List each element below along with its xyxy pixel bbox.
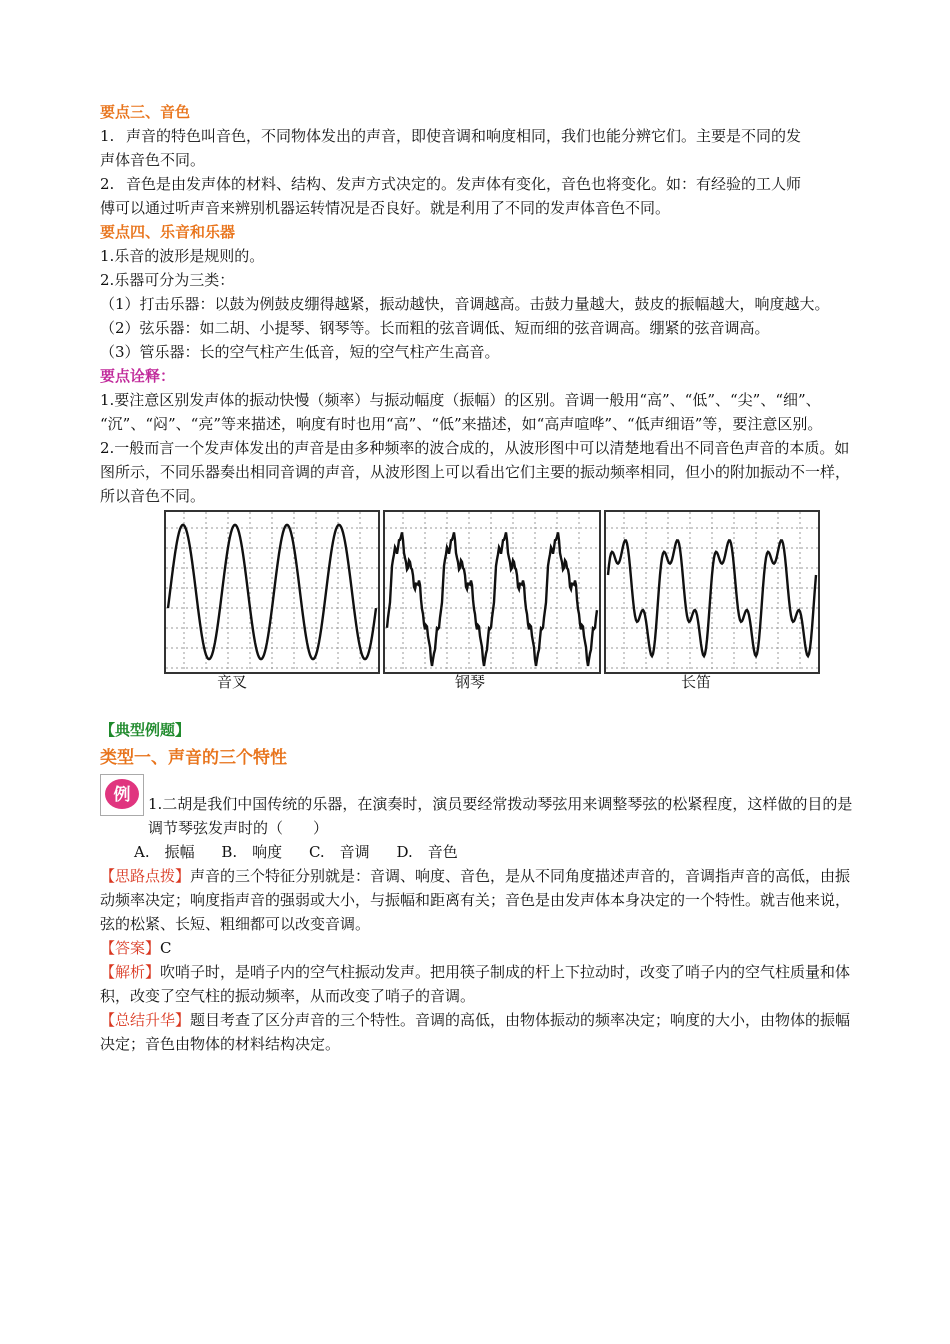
option-b: B. 响度 xyxy=(221,843,283,861)
option-d: D. 音色 xyxy=(396,843,458,861)
sec3-item2-line1: 音色是由发声体的材料、结构、发声方式决定的。发声体有变化，音色也将变化。如：有经验的工人师 xyxy=(126,175,802,193)
question-1-text: 1.二胡是我们中国传统的乐器，在演奏时，演员要经常拨动琴弦用来调整琴弦的松紧程度，这样做的目的是调节琴弦发声时的（ ） xyxy=(148,795,853,837)
sec4-line5: （3）管乐器：长的空气柱产生低音，短的空气柱产生高音。 xyxy=(100,343,500,361)
caption-flute: 长笛 xyxy=(680,673,711,691)
flute-waveform xyxy=(604,510,820,674)
analysis-paragraph xyxy=(100,960,860,1008)
notes-heading: 要点诠释： xyxy=(100,367,176,385)
section4-heading: 要点四、乐音和乐器 xyxy=(100,223,236,241)
sec3-item1-line1: 声音的特色叫音色，不同物体发出的声音，即使音调和响度相同，我们也能分辨它们。主要是不同的发 xyxy=(126,127,802,145)
example-badge-icon xyxy=(100,774,144,816)
section3-heading: 要点三、音色 xyxy=(100,103,191,121)
summary-text: 题目考查了区分声音的三个特性。音调的高低，由物体振动的频率决定；响度的大小，由物体的振幅决定；音色由物体的材料结构决定。 xyxy=(100,1011,851,1053)
notes-p2: 2.一般而言一个发声体发出的声音是由多种频率的波合成的，从波形图中可以清楚地看出不同音色声音的本质。如图所示，不同乐器奏出相同音调的声音，从波形图上可以看出它们主要的振动频率相同，但小的附加振动不一样，所以音色不同。 xyxy=(100,439,851,505)
summary-tag: 【总结升华】 xyxy=(100,1011,191,1029)
examples-heading: 【典型例题】 xyxy=(100,721,191,739)
analysis-tag: 【解析】 xyxy=(100,963,161,981)
answer-tag: 【答案】 xyxy=(100,939,161,957)
type1-heading: 类型一、声音的三个特性 xyxy=(100,748,287,768)
example-question-1 xyxy=(100,774,860,840)
sec3-item2-num: 2. xyxy=(100,175,115,193)
summary-paragraph xyxy=(100,1008,860,1056)
question-1-options xyxy=(100,840,860,864)
notes-p1-line2: “沉”、“闷”、“亮”等来描述，响度有时也用“高”、“低”来描述，如“高声喧哗”、“低声细语”等，要注意区别。 xyxy=(100,415,823,433)
caption-tuning-fork: 音叉 xyxy=(216,673,247,691)
sec3-item2-line2: 傅可以通过听声音来辨别机器运转情况是否良好。就是利用了不同的发声体音色不同。 xyxy=(100,199,671,217)
option-a: A. 振幅 xyxy=(134,843,195,861)
answer-text: C xyxy=(160,939,172,957)
document-page xyxy=(100,100,860,1056)
hint-text: 声音的三个特征分别就是：音调、响度、音色，是从不同角度描述声音的，音调指声音的高低，由振动频率决定；响度指声音的强弱或大小，与振幅和距离有关；音色是由发声体本身决定的一个特性。就吉他来说，弦的松紧、长短、粗细都可以改变音调。 xyxy=(100,867,851,933)
sec4-line1: 1.乐音的波形是规则的。 xyxy=(100,247,265,265)
sec4-line2: 2.乐器可分为三类： xyxy=(100,271,235,289)
sec4-line3: （1）打击乐器：以鼓为例鼓皮绷得越紧，振动越快，音调越高。击鼓力量越大，鼓皮的振幅越大，响度越大。 xyxy=(100,295,830,313)
answer-paragraph xyxy=(100,936,860,960)
sec3-item1 xyxy=(100,124,860,148)
analysis-text: 吹哨子时，是哨子内的空气柱振动发声。把用筷子制成的杆上下拉动时，改变了哨子内的空气柱质量和体积，改变了空气柱的振动频率，从而改变了哨子的音调。 xyxy=(100,963,851,1005)
sec3-item2 xyxy=(100,172,860,196)
option-c: C. 音调 xyxy=(308,843,370,861)
sec4-line4: （2）弦乐器：如二胡、小提琴、钢琴等。长而粗的弦音调低、短而细的弦音调高。绷紧的弦音调高。 xyxy=(100,319,770,337)
sec3-item1-line2: 声体音色不同。 xyxy=(100,151,206,169)
notes-p1-line1: 1.要注意区别发声体的振动快慢（频率）与振动幅度（振幅）的区别。音调一般用“高”、“低”、“尖”、“细”、 xyxy=(100,391,821,409)
waveform-figure xyxy=(164,510,820,696)
hint-paragraph xyxy=(100,864,860,936)
piano-wave-line xyxy=(387,532,597,666)
hint-tag: 【思路点拨】 xyxy=(100,867,191,885)
badge-text: 例 xyxy=(113,785,131,805)
caption-piano: 钢琴 xyxy=(454,673,485,691)
piano-waveform xyxy=(383,510,601,674)
sec3-item1-num: 1. xyxy=(100,127,115,145)
tuning-fork-waveform xyxy=(164,510,380,674)
